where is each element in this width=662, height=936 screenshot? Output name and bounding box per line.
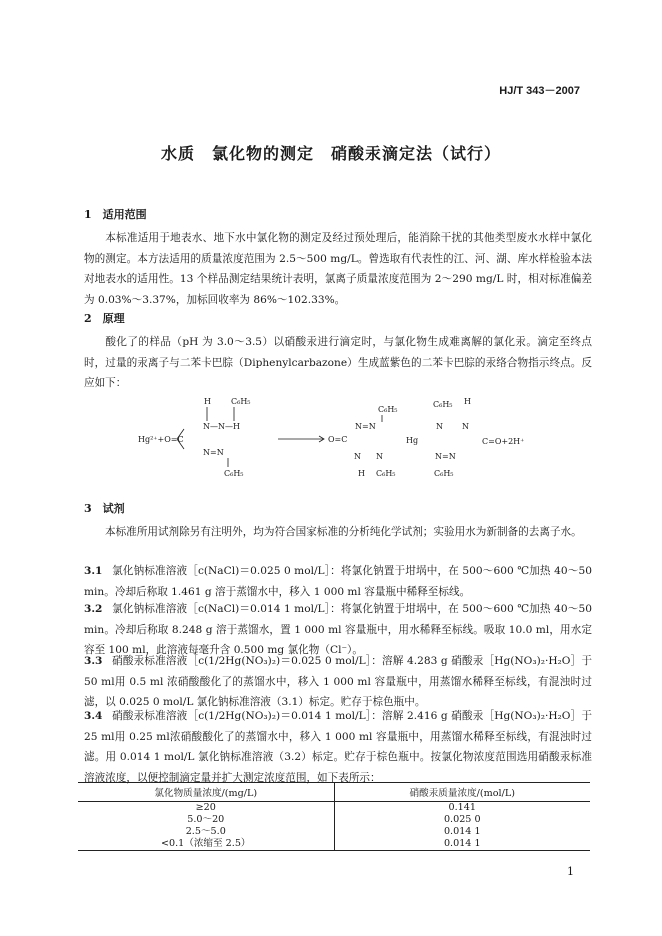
table-row — [78, 802, 590, 815]
section-3-heading: 3 试剂 — [84, 502, 125, 515]
table-cell: <0.1（浓缩至 2.5） — [78, 838, 334, 851]
concentration-table — [78, 782, 590, 851]
table-cell: 2.5～5.0 — [78, 826, 334, 838]
page-number: 1 — [567, 865, 574, 878]
table-cell: 0.014 1 — [443, 826, 481, 837]
eq-n-right-2: N — [462, 422, 469, 431]
reagent-3-3: 3.3 硝酸汞标准溶液［c(1/2Hg(NO₃)₂)＝0.025 0 mol/L］：溶解 4.283 g 硝酸汞［Hg(NO₃)₂·H₂O］于 50 ml用 0.5 ml 浓硝酸酸化了的蒸馏水中，移入 1 000 ml 容量瓶中，用蒸馏水稀释至标线，有混浊时过滤，以 0.025 0 mol/L 氯化钠标准溶液（3.1）标定。贮存于棕色瓶中。 — [84, 655, 592, 709]
table-header-cell: 氯化物质量浓度/(mg/L) — [78, 783, 334, 802]
eq-h-3: H — [464, 397, 471, 406]
eq-hg-left: Hg²⁺+O=C — [138, 435, 184, 444]
section-2-paragraph: 酸化了的样品（pH 为 3.0～3.5）以硝酸汞进行滴定时，与氯化物生成难离解的氯化汞。滴定至终点时，过量的汞离子与二苯卡巴腙（Diphenylcarbazone）生成蓝紫色的二苯卡巴腙的汞络合物指示终点。反应如下： — [84, 336, 592, 390]
eq-n-n: N — [354, 452, 361, 461]
table-header-row — [78, 783, 590, 802]
table-cell: 0.014 1 — [334, 838, 590, 851]
section-1-heading: 1 适用范围 — [84, 208, 147, 221]
eq-c6h5: C₆H₅ — [231, 397, 251, 406]
reagent-3-1: 3.1 氯化钠标准溶液［c(NaCl)＝0.025 0 mol/L］：将氯化钠置于坩埚中，在 500～600 ℃加热 40～50 min。冷却后称取 1.461 g 溶于蒸馏水中，移入 1 000 ml 容量瓶中稀释至标线。 — [84, 565, 592, 598]
eq-n-n-2: N — [376, 452, 383, 461]
table-cell: 5.0～20 — [78, 814, 334, 826]
eq-neq: N=N — [203, 448, 224, 457]
table-header-cell: 硝酸汞质量浓度/(mol/L) — [334, 783, 590, 802]
eq-h: H — [204, 397, 211, 406]
eq-nnh: N—N—H — [203, 422, 240, 431]
eq-h-2: H — [358, 469, 365, 478]
eq-neq-2: N=N — [355, 422, 376, 431]
section-2-heading: 2 原理 — [84, 312, 125, 325]
eq-c6h5: C₆H₅ — [378, 405, 398, 414]
eq-hg: Hg — [406, 436, 419, 445]
eq-oc: O=C — [328, 435, 348, 444]
table-row — [78, 826, 590, 838]
page-title: 水质 氯化物的测定 硝酸汞滴定法（试行） — [160, 144, 501, 163]
section-1-paragraph: 本标准适用于地表水、地下水中氯化物的测定及经过预处理后，能消除干扰的其他类型废水水样中氯化物的测定。本方法适用的质量浓度范围为 2.5～500 mg/L。曾选取有代表性的江、河、湖、库水样检验本法对地表水的适用性。13 个样品测定结果统计表明，氯离子质量浓度范围为 2～290 mg/L 时，相对标准偏差为 0.03%～3.37%，加标回收率为 86%～102.33%。 — [84, 232, 592, 306]
eq-product: C=O+2H⁺ — [482, 437, 525, 446]
section-3-paragraph: 本标准所用试剂除另有注明外，均为符合国家标准的分析纯化学试剂；实验用水为新制备的去离子水。 — [105, 526, 582, 538]
table-cell: ≥20 — [78, 802, 334, 815]
table-cell: 0.141 — [448, 802, 476, 813]
eq-c6h5: C₆H₅ — [376, 469, 396, 478]
eq-n-right: N — [436, 422, 443, 431]
table-row — [78, 814, 590, 826]
reaction-equation — [130, 392, 550, 482]
table-cell: 0.025 0 — [443, 814, 481, 825]
reagent-3-4: 3.4 硝酸汞标准溶液［c(1/2Hg(NO₃)₂)＝0.014 1 mol/L］：溶解 2.416 g 硝酸汞［Hg(NO₃)₂·H₂O］于 25 ml用 0.25 ml浓硝酸酸化了的蒸馏水中，移入 1 000 ml 容量瓶中，用蒸馏水稀释至标线，有混浊时过滤。用 0.014 1 mol/L 氯化钠标准溶液（3.2）标定。贮存于棕色瓶中。按氯化物浓度范围选用硝酸汞标准溶液浓度，以便控制滴定量并扩大测定浓度范围，如下表所示： — [84, 710, 592, 784]
reagent-3-2: 3.2 氯化钠标准溶液［c(NaCl)＝0.014 1 mol/L］：将氯化钠置于坩埚中，在 500～600 ℃加热 40～50 min。冷却后称取 8.248 g 溶于蒸馏水，置 1 000 ml 容量瓶中，用水稀释至标线。吸取 10.0 ml，用水定容至 100 ml，此溶液每毫升含 0.500 mg 氯化物（Cl⁻）。 — [84, 603, 592, 657]
eq-c6h5: C₆H₅ — [224, 469, 244, 478]
eq-c6h5: C₆H₅ — [434, 469, 454, 478]
standard-number: HJ/T 343－2007 — [499, 85, 580, 97]
eq-neq-3: N=N — [435, 452, 456, 461]
table-row — [78, 838, 590, 851]
eq-c6h5: C₆H₅ — [433, 400, 453, 409]
